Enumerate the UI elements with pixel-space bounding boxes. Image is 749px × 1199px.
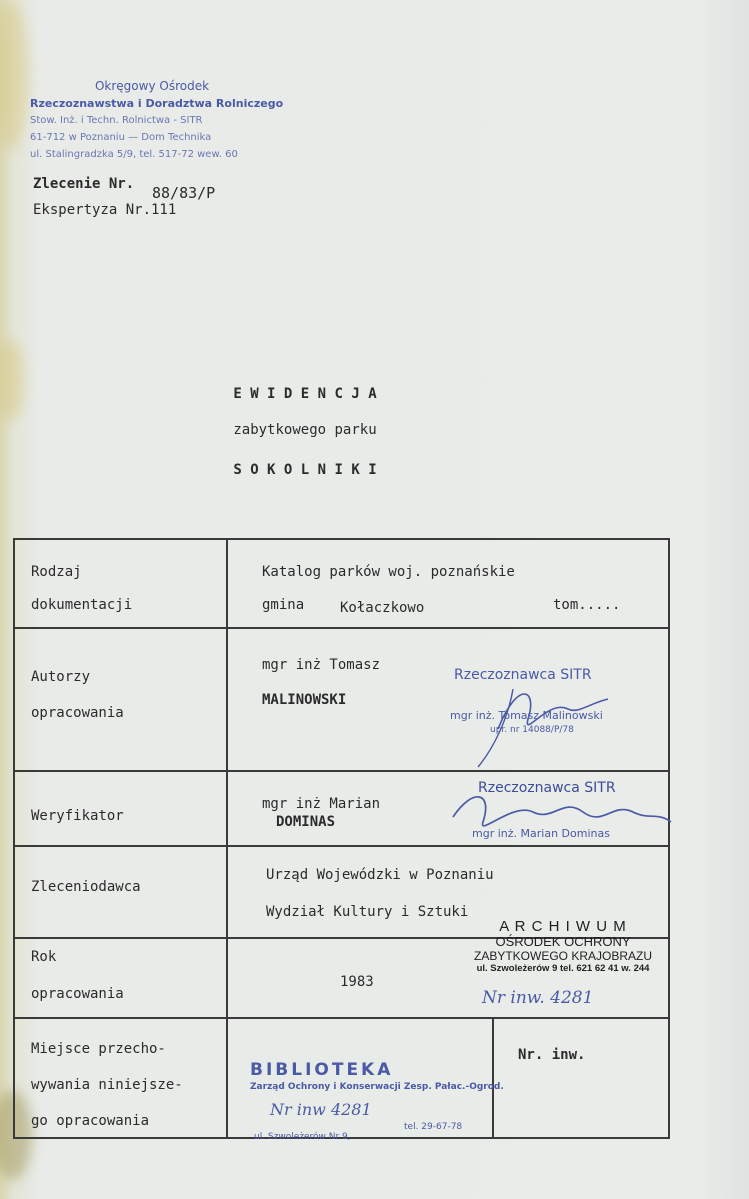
expertise-number: Ekspertyza Nr.111	[33, 202, 177, 218]
row-label: go opracowania	[31, 1113, 150, 1129]
handwritten-inventory-number: Nr inw 4281	[270, 1100, 372, 1119]
order-label: Zlecenie Nr.	[33, 176, 135, 192]
inventory-label: Nr. inw.	[518, 1047, 586, 1063]
label-cell	[14, 771, 227, 846]
stamp-line: 61-712 w Poznaniu — Dom Technika	[30, 132, 212, 143]
row-label: Rodzaj	[31, 564, 82, 580]
expert-stamp-name: mgr inż. Marian Dominas	[472, 827, 610, 840]
table-row	[14, 539, 669, 628]
label-cell	[14, 539, 227, 628]
archive-stamp	[450, 918, 676, 974]
row-label: Rok	[31, 949, 57, 965]
organization-stamp	[30, 78, 284, 163]
expert-stamp-title: Rzeczoznawca SITR	[478, 780, 616, 796]
document-title: E W I D E N C J A	[233, 386, 377, 402]
stamp-line: OŚRODEK OCHRONY	[495, 934, 631, 949]
row-value: Urząd Wojewódzki w Poznaniu	[266, 867, 494, 883]
row-value: Katalog parków woj. poznańskie	[262, 564, 515, 580]
expert-stamp-number: upr. nr 14088/P/78	[490, 725, 574, 735]
label-cell	[14, 846, 227, 938]
row-value: 1983	[340, 974, 374, 990]
row-value: Wydział Kultury i Sztuki	[266, 904, 469, 920]
row-value: gmina	[262, 597, 305, 613]
library-stamp	[250, 1060, 504, 1092]
paper-stain	[0, 340, 24, 420]
row-label: dokumentacji	[31, 597, 133, 613]
label-cell	[14, 1018, 227, 1138]
expert-stamp-name: mgr inż. Tomasz Malinowski	[450, 709, 603, 722]
park-name: S O K O L N I K I	[233, 462, 377, 478]
stamp-line: A R C H I W U M	[499, 918, 627, 935]
stamp-line: Rzeczoznawstwa i Doradztwa Rolniczego	[30, 97, 284, 110]
row-value: MALINOWSKI	[262, 692, 347, 708]
row-value: Kołaczkowo	[340, 600, 425, 616]
document-subtitle: zabytkowego parku	[233, 422, 377, 438]
row-label: Weryfikator	[31, 808, 124, 824]
row-value: DOMINAS	[276, 814, 336, 830]
stamp-line: ul. Stalingradzka 5/9, tel. 517-72 wew. 60	[30, 149, 238, 160]
stamp-line: Zarząd Ochrony i Konserwacji Zesp. Pałac.-Ogrod.	[250, 1082, 504, 1092]
row-value: mgr inż Marian	[262, 796, 381, 812]
row-label: opracowania	[31, 705, 124, 721]
stamp-line: Stow. Inż. i Techn. Rolnictwa - SITR	[30, 115, 203, 126]
stamp-line: Okręgowy Ośrodek	[94, 79, 210, 93]
order-number: 88/83/P	[152, 184, 216, 202]
value-cell	[227, 771, 669, 846]
row-value: mgr inż Tomasz	[262, 657, 381, 673]
stamp-line: ul. Szwoleżerów Nr 9,	[254, 1132, 351, 1142]
row-label: Miejsce przecho-	[31, 1041, 166, 1057]
row-label: Zleceniodawca	[31, 879, 141, 895]
table-row	[14, 628, 669, 771]
stamp-line: BIBLIOTEKA	[250, 1060, 394, 1080]
row-label: opracowania	[31, 986, 124, 1002]
stamp-line: ul. Szwoleżerów 9 tel. 621 62 41 w. 244	[476, 963, 650, 974]
expert-stamp-title: Rzeczoznawca SITR	[454, 667, 592, 683]
row-label: Autorzy	[31, 669, 91, 685]
row-label: wywania niniejsze-	[31, 1077, 183, 1093]
stamp-line: tel. 29-67-78	[404, 1122, 463, 1132]
label-cell	[14, 628, 227, 771]
paper-stain	[0, 0, 28, 150]
handwritten-inventory-number: Nr inw. 4281	[482, 988, 594, 1008]
label-cell	[14, 938, 227, 1018]
value-cell	[227, 539, 669, 628]
table-row	[14, 771, 669, 846]
stamp-line: ZABYTKOWEGO KRAJOBRAZU	[473, 949, 653, 963]
value-cell	[227, 628, 669, 771]
documentation-form-table	[13, 538, 670, 1139]
row-value: tom.....	[553, 597, 621, 613]
